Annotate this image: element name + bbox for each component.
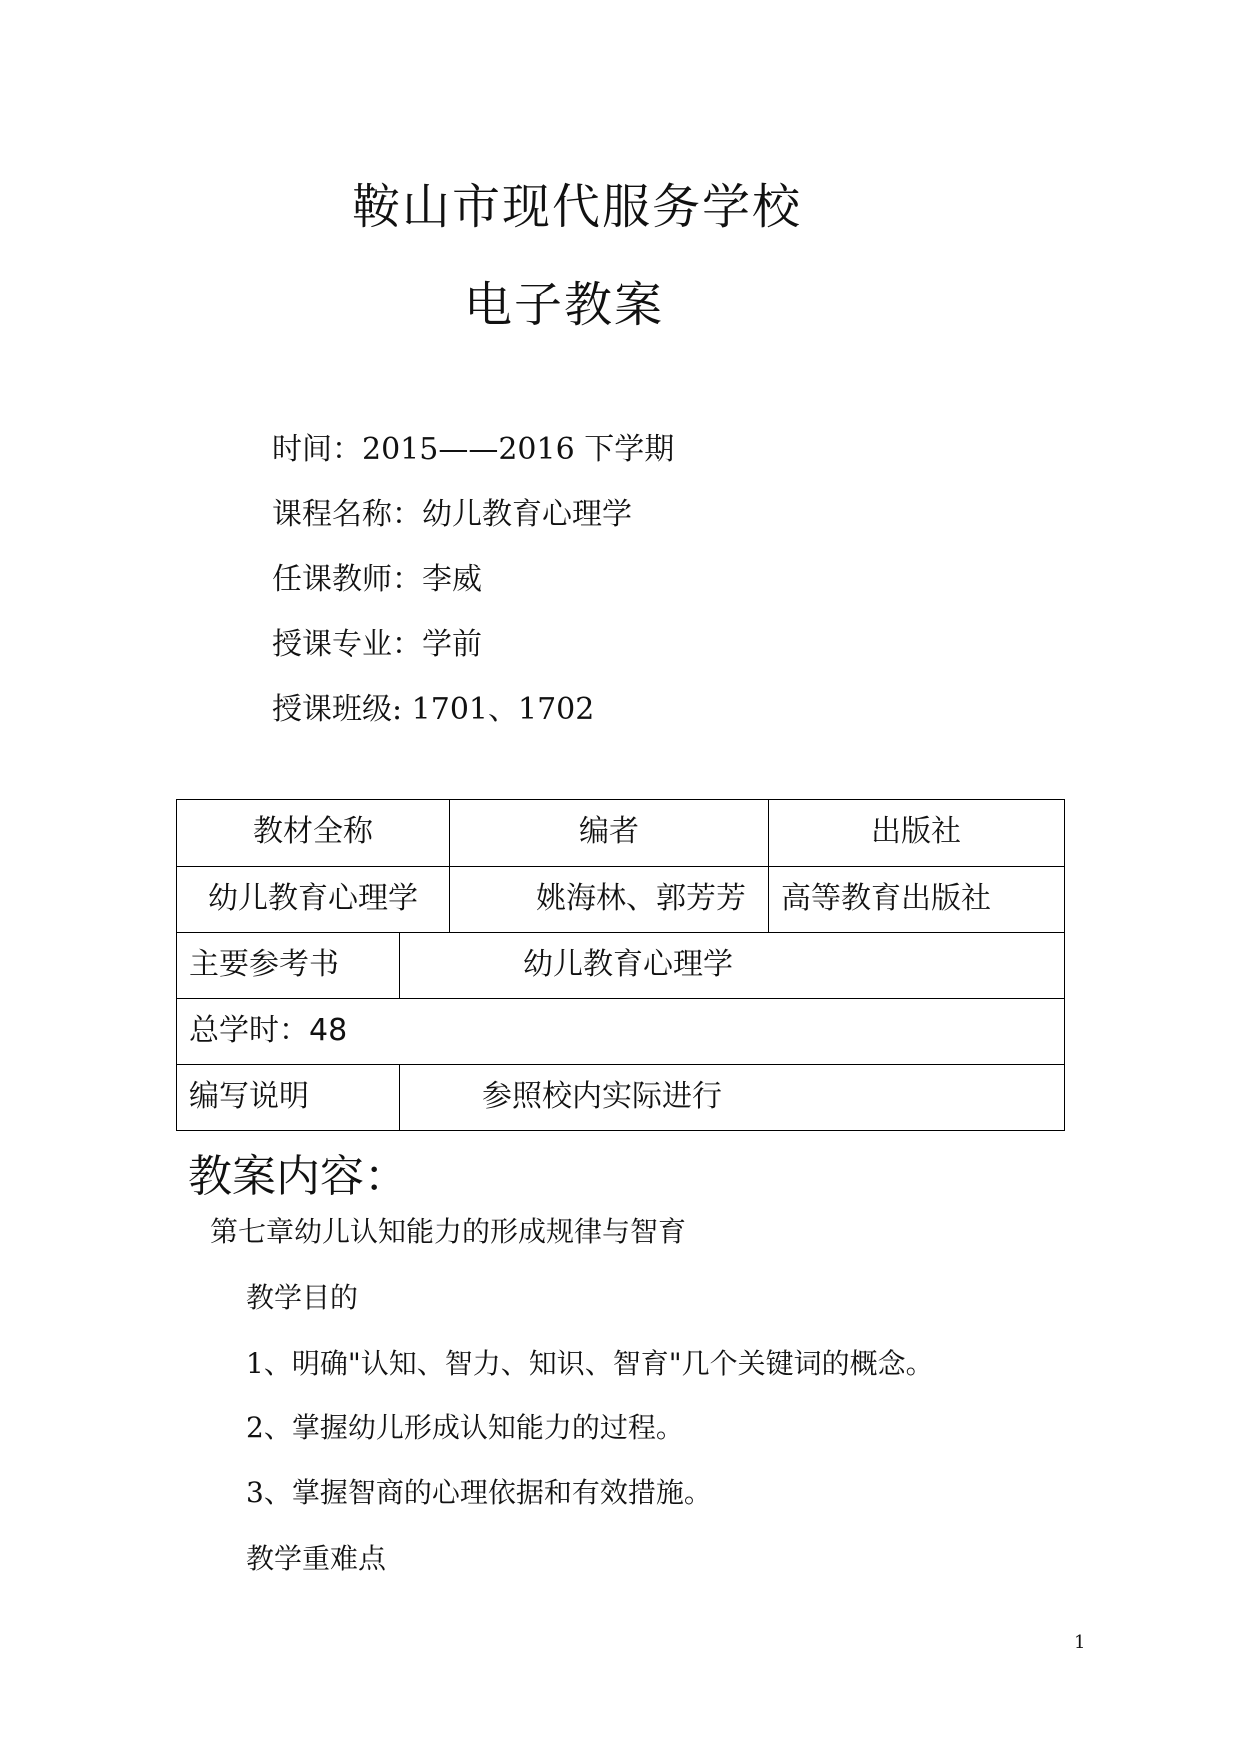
page-number: 1 xyxy=(1074,1632,1086,1653)
goal-heading: 教学目的 xyxy=(246,1281,359,1314)
goal-item: 1、明确"认知、智力、知识、智育"几个关键词的概念。 xyxy=(246,1347,934,1380)
table-row xyxy=(177,866,1064,932)
chapter-title: 第七章幼儿认知能力的形成规律与智育 xyxy=(210,1215,687,1248)
goal-item: 2、掌握幼儿形成认知能力的过程。 xyxy=(246,1411,684,1444)
difficulty-heading: 教学重难点 xyxy=(246,1542,387,1575)
textbook-table xyxy=(176,799,1065,1131)
notes-value: 参照校内实际进行 xyxy=(399,1065,1063,1130)
table-row xyxy=(177,998,1064,1064)
info-class: 授课班级: 1701、1702 xyxy=(272,692,595,727)
notes-label: 编写说明 xyxy=(189,1079,309,1114)
textbook-author: 姚海林、郭芳芳 xyxy=(449,867,768,932)
total-hours: 总学时：48 xyxy=(189,1013,348,1048)
table-header-publisher: 出版社 xyxy=(768,800,1063,866)
table-row xyxy=(177,1064,1064,1130)
table-header-row xyxy=(177,800,1064,866)
reference-label: 主要参考书 xyxy=(189,947,339,982)
table-header-textbook: 教材全称 xyxy=(253,814,373,849)
info-time: 时间：2015——2016 下学期 xyxy=(272,432,675,467)
table-row xyxy=(177,932,1064,998)
section-heading: 教案内容： xyxy=(188,1151,408,1202)
info-course: 课程名称：幼儿教育心理学 xyxy=(272,497,632,532)
document-title: 电子教案 xyxy=(464,277,665,333)
textbook-publisher: 高等教育出版社 xyxy=(768,867,1063,932)
textbook-name: 幼儿教育心理学 xyxy=(208,881,418,916)
info-major: 授课专业：学前 xyxy=(272,627,482,662)
table-header-author: 编者 xyxy=(449,800,768,866)
goal-item: 3、掌握智商的心理依据和有效措施。 xyxy=(246,1476,712,1509)
school-title: 鞍山市现代服务学校 xyxy=(352,179,803,235)
info-teacher: 任课教师：李威 xyxy=(272,562,482,597)
reference-value: 幼儿教育心理学 xyxy=(399,933,1063,998)
